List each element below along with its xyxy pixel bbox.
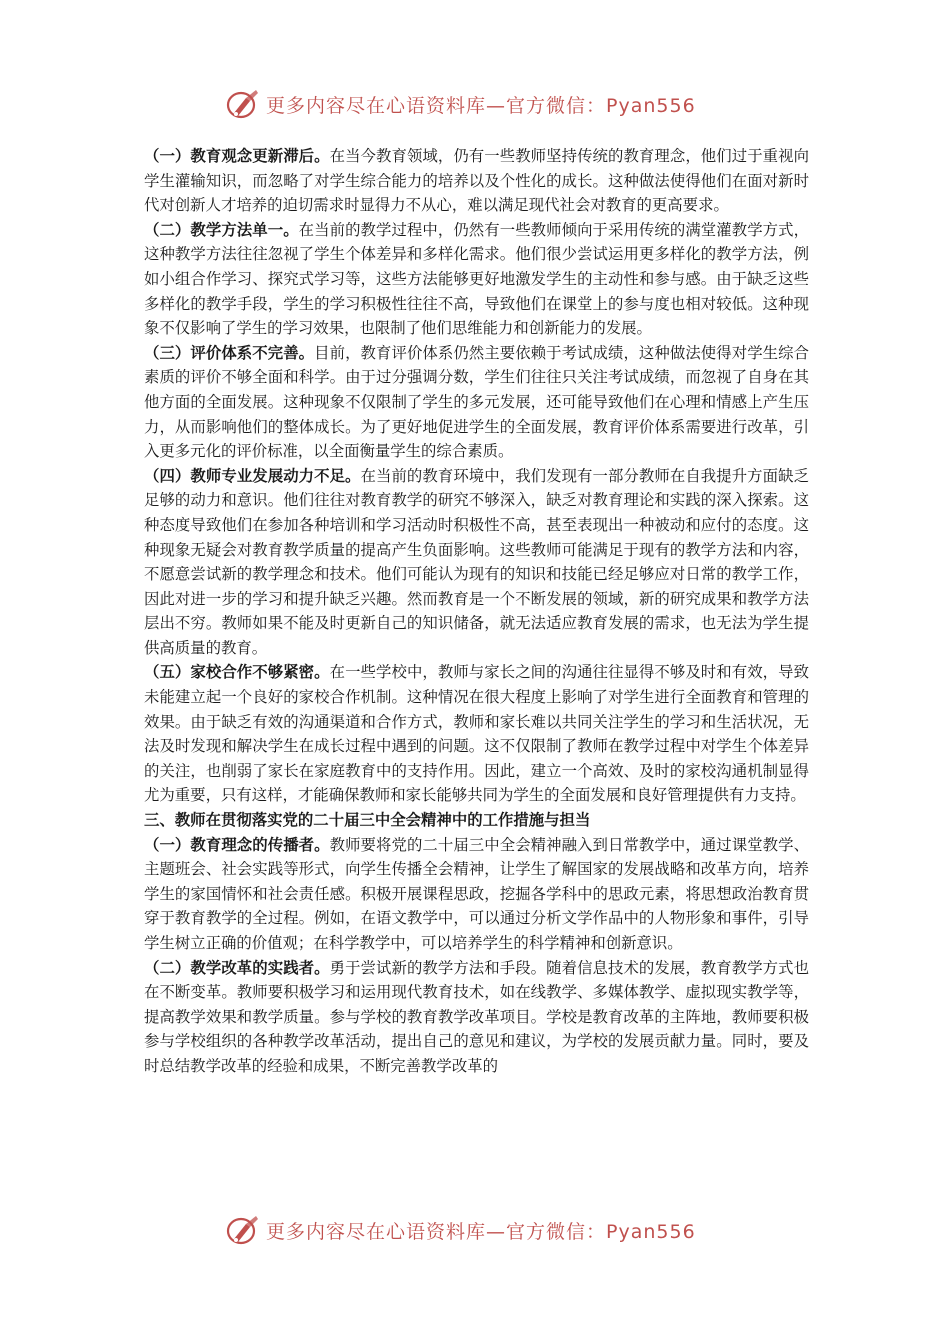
- pen-logo-icon: [226, 86, 262, 122]
- paragraph: [144, 660, 809, 808]
- paragraph: [144, 341, 809, 464]
- paragraph-lead: （三）评价体系不完善。: [144, 343, 315, 362]
- paragraph: [144, 833, 809, 956]
- paragraph-lead: （二）教学方法单一。: [144, 220, 299, 239]
- paragraph-lead: （二）教学改革的实践者。: [144, 958, 330, 977]
- paragraph-body: 在当今教育领域，仍有一些教师坚持传统的教育理念，他们过于重视向学生灌输知识，而忽略了对学生综合能力的培养以及个性化的成长。这种做法使得他们在面对新时代对创新人才培养的迫切需求时显得力不从心，难以满足现代社会对教育的更高要求。: [144, 147, 809, 215]
- paragraph-body: 在当前的教学过程中，仍然有一些教师倾向于采用传统的满堂灌教学方式，这种教学方法往往忽视了学生个体差异和多样化需求。他们很少尝试运用更多样化的教学方法，例如小组合作学习、探究式学习等，这些方法能够更好地激发学生的主动性和参与感。由于缺乏这些多样化的教学手段，学生的学习积极性往往不高，导致他们在课堂上的参与度也相对较低。这种现象不仅影响了学生的学习效果，也限制了他们思维能力和创新能力的发展。: [144, 220, 809, 338]
- paragraph: [144, 144, 809, 218]
- header-banner: [226, 86, 696, 122]
- document-body: [144, 144, 809, 1079]
- paragraph-body: 教师要将党的二十届三中全会精神融入到日常教学中，通过课堂教学、主题班会、社会实践等形式，向学生传播全会精神，让学生了解国家的发展战略和改革方向，培养学生的家国情怀和社会责任感。积极开展课程思政，挖掘各学科中的思政元素，将思想政治教育贯穿于教育教学的全过程。例如，在语文教学中，可以通过分析文学作品中的人物形象和事件，引导学生树立正确的价值观；在科学教学中，可以培养学生的科学精神和创新意识。: [144, 835, 809, 952]
- banner-text: 更多内容尽在心语资料库—官方微信：Pyan556: [266, 1220, 696, 1243]
- paragraph-lead: （一）教育理念的传播者。: [144, 835, 330, 854]
- paragraph-body: 在一些学校中，教师与家长之间的沟通往往显得不够及时和有效，导致未能建立起一个良好的家校合作机制。这种情况在很大程度上影响了对学生进行全面教育和管理的效果。由于缺乏有效的沟通渠道和合作方式，教师和家长难以共同关注学生的学习和生活状况，无法及时发现和解决学生在成长过程中遇到的问题。这不仅限制了教师在教学过程中对学生个体差异的关注，也削弱了家长在家庭教育中的支持作用。因此，建立一个高效、及时的家校沟通机制显得尤为重要，只有这样，才能确保教师和家长能够共同为学生的全面发展和良好管理提供有力支持。: [144, 663, 809, 805]
- section-heading: 三、教师在贯彻落实党的二十届三中全会精神中的工作措施与担当: [144, 811, 591, 830]
- paragraph-lead: （一）教育观念更新滞后。: [144, 147, 330, 165]
- pen-logo-icon: [226, 1212, 262, 1248]
- paragraph-body: 勇于尝试新的教学方法和手段。随着信息技术的发展，教育教学方式也在不断变革。教师要积极学习和运用现代教育技术，如在线教学、多媒体教学、虚拟现实教学等，提高教学效果和教学质量。参与学校的教育教学改革项目。学校是教育改革的主阵地，教师要积极参与学校组织的各种教学改革活动，提出自己的意见和建议，为学校的发展贡献力量。同时，要及时总结教学改革的经验和成果，不断完善教学改革的: [144, 958, 809, 1075]
- paragraph-body: 在当前的教育环境中，我们发现有一部分教师在自我提升方面缺乏足够的动力和意识。他们往往对教育教学的研究不够深入，缺乏对教育理论和实践的深入探索。这种态度导致他们在参加各种培训和学习活动时积极性不高，甚至表现出一种被动和应付的态度。这种现象无疑会对教育教学质量的提高产生负面影响。这些教师可能满足于现有的教学方法和内容，不愿意尝试新的教学理念和技术。他们可能认为现有的知识和技能已经足够应对日常的教学工作，因此对进一步的学习和提升缺乏兴趣。然而教育是一个不断发展的领域，新的研究成果和教学方法层出不穷。教师如果不能及时更新自己的知识储备，就无法适应教育发展的需求，也无法为学生提供高质量的教育。: [144, 466, 809, 657]
- paragraph: [144, 218, 809, 341]
- footer-banner: [226, 1212, 696, 1248]
- paragraph-lead: （四）教师专业发展动力不足。: [144, 466, 361, 485]
- paragraph-body: 目前，教育评价体系仍然主要依赖于考试成绩，这种做法使得对学生综合素质的评价不够全面和科学。由于过分强调分数，学生们往往只关注考试成绩，而忽视了自身在其他方面的全面发展。这种现象不仅限制了学生的多元发展，还可能导致他们在心理和情感上产生压力，从而影响他们的整体成长。为了更好地促进学生的全面发展，教育评价体系需要进行改革，引入更多元化的评价标准，以全面衡量学生的综合素质。: [144, 343, 809, 461]
- paragraph-lead: （五）家校合作不够紧密。: [144, 663, 330, 682]
- paragraph: [144, 956, 809, 1079]
- paragraph: [144, 464, 809, 661]
- banner-text: 更多内容尽在心语资料库—官方微信：Pyan556: [266, 94, 696, 117]
